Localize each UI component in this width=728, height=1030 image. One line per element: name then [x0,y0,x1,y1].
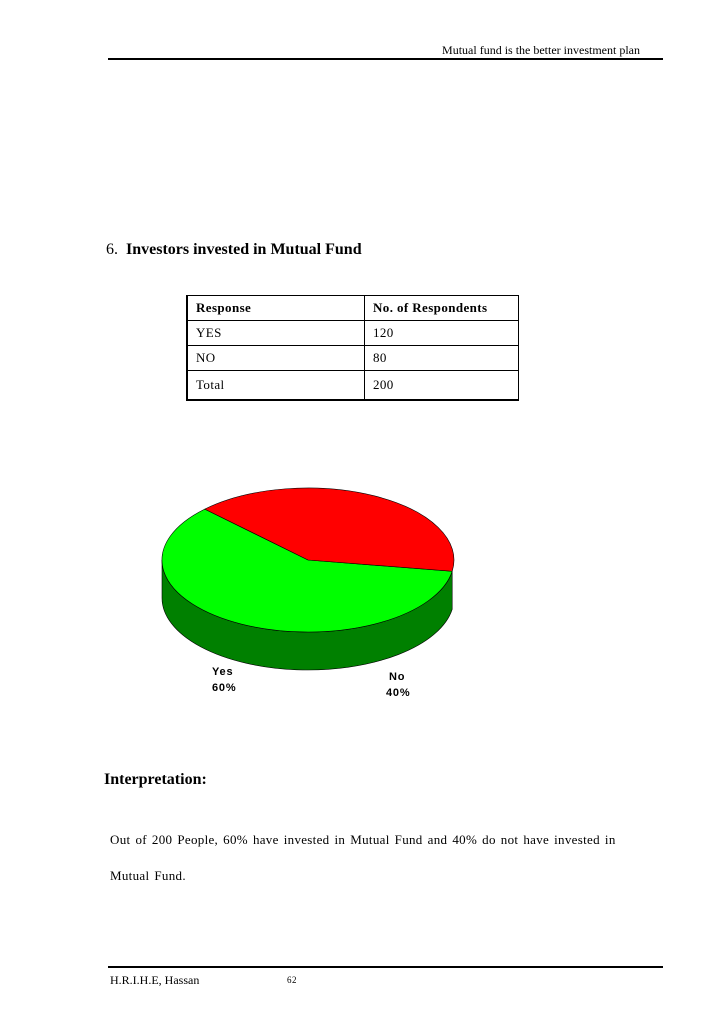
header-rule [108,58,663,60]
responses-table [186,295,519,401]
table-row [187,346,519,371]
running-header: Mutual fund is the better investment plan [442,43,640,57]
section-number: 6. [106,241,118,258]
section-title: Investors invested in Mutual Fund [126,241,362,258]
pie-label-no-pct: 40% [386,687,411,699]
pie-label-yes [212,664,236,696]
pie-label-yes-pct: 60% [212,682,237,694]
table-row [187,321,519,346]
pie-label-yes-name: Yes [212,666,234,678]
pie-label-no [386,669,410,701]
table-cell: 80 [365,346,519,371]
pie-label-no-name: No [389,671,406,683]
interpretation-text: Out of 200 People, 60% have invested in Mutual Fund and 40% do not have invested in Mutual Fund. [110,832,616,883]
table-header-row [187,296,519,321]
table-cell: Total [187,371,365,401]
interpretation-heading: Interpretation: [104,771,207,788]
table-cell: NO [187,346,365,371]
page-number: 62 [287,975,297,985]
column-header-respondents: No. of Respondents [365,296,519,321]
section-heading [106,241,362,259]
table-row [187,371,519,401]
footer-author: H.R.I.H.E, Hassan [110,973,200,987]
footer-rule [108,966,663,968]
table-cell: 200 [365,371,519,401]
column-header-response: Response [187,296,365,321]
table-cell: YES [187,321,365,346]
pie-chart [150,470,470,680]
table-cell: 120 [365,321,519,346]
